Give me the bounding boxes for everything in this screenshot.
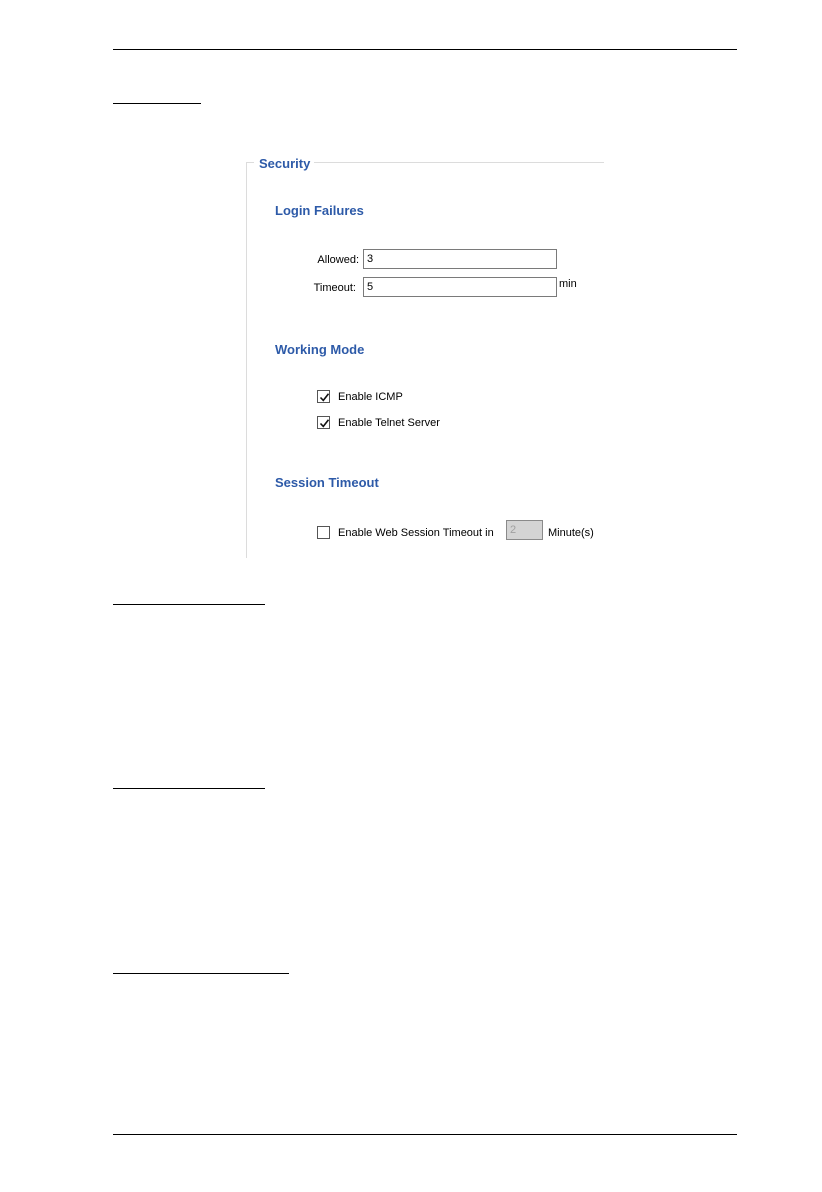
section-heading-underline (113, 973, 289, 974)
working-mode-title: Working Mode (275, 342, 365, 357)
timeout-unit: min (559, 278, 577, 290)
enable-web-session-timeout-label: Enable Web Session Timeout in (338, 527, 494, 539)
checkmark-icon (319, 392, 330, 403)
allowed-label: Allowed: (317, 254, 359, 266)
allowed-input[interactable]: 3 (363, 249, 557, 269)
enable-telnet-checkbox[interactable] (317, 416, 330, 429)
checkmark-icon (319, 418, 330, 429)
page-header-rule (113, 49, 737, 50)
session-timeout-title: Session Timeout (275, 475, 379, 490)
minutes-unit-label: Minute(s) (548, 527, 594, 539)
session-timeout-minutes-input[interactable]: 2 (506, 520, 543, 540)
section-heading-underline (113, 604, 265, 605)
enable-telnet-label: Enable Telnet Server (338, 417, 440, 429)
section-heading-underline (113, 103, 201, 104)
section-heading-underline (113, 788, 265, 789)
panel-border-left (246, 162, 247, 558)
page-footer-rule (113, 1134, 737, 1135)
enable-icmp-label: Enable ICMP (338, 391, 403, 403)
timeout-label: Timeout: (313, 282, 356, 294)
timeout-input[interactable]: 5 (363, 277, 557, 297)
enable-web-session-timeout-checkbox[interactable] (317, 526, 330, 539)
panel-title: Security (254, 156, 314, 172)
enable-icmp-checkbox[interactable] (317, 390, 330, 403)
security-panel (246, 156, 604, 558)
login-failures-title: Login Failures (275, 203, 364, 218)
